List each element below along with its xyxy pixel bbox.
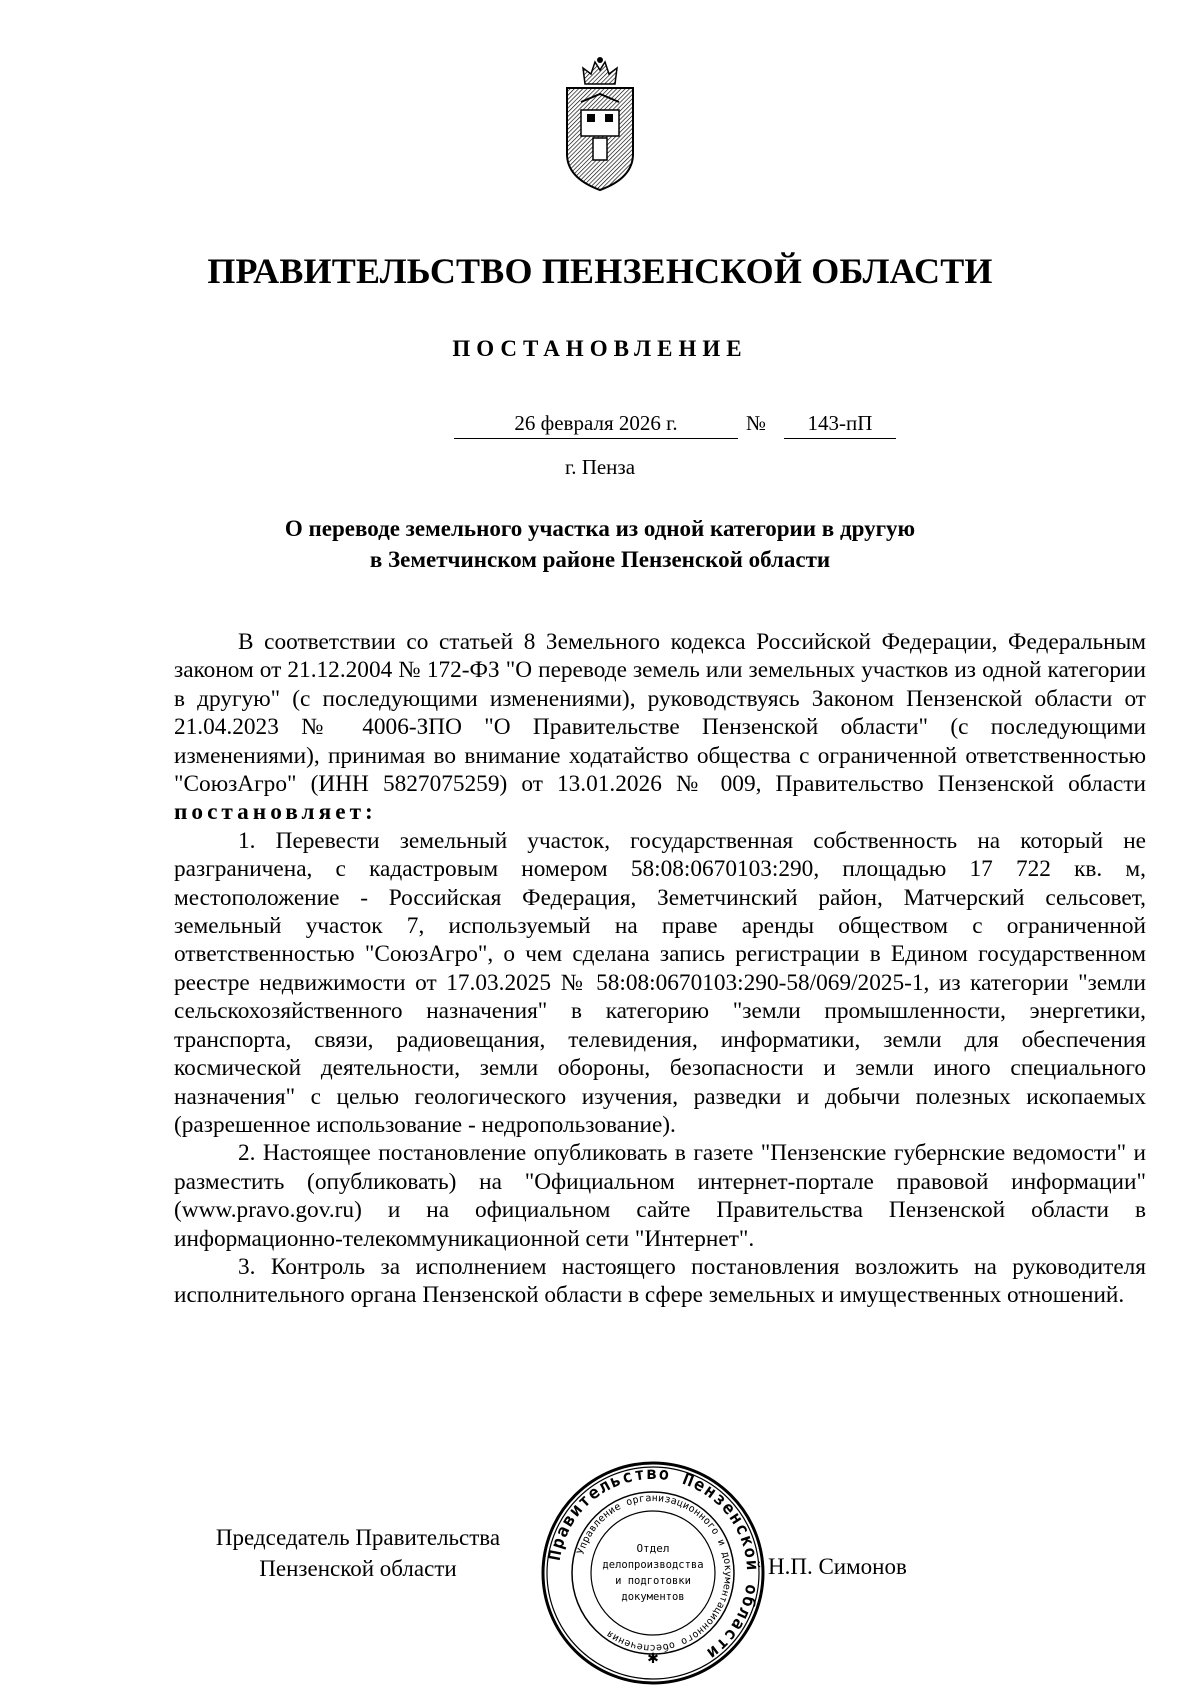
stamp-center-line-2: делопроизводства — [602, 1559, 704, 1571]
stamp-outer-text: Правительство Пензенской области — [544, 1463, 763, 1664]
decree-word: постановляет: — [174, 799, 377, 826]
stamp-center-line-3: и подготовки — [615, 1575, 691, 1587]
official-seal-icon — [538, 1458, 768, 1688]
decree-item-1: 1. Перевести земельный участок, государственная собственность на который не разграничена, с кадастровым номером 58:08:0670103:290, площадью 17 722 кв. м, местоположение - Российская Федерация, Земетчинский район, Матчерский сельсовет, земельный участок 7, используемый на праве аренды обществом с ограниченной ответственностью "СоюзАгро", о чем сделана запись регистрации в Едином государственном реестре недвижимости от 17.03.2025 № 58:08:0670103:290-58/069/2025-1, из категории "земли сельскохозяйственного назначения" в категорию "земли промышленности, энергетики, транспорта, связи, радиовещания, телевидения, информатики, земли для обеспечения космической деятельности, земли обороны, безопасности и земли иного специального назначения" с целью геологического изучения, разведки и добычи полезных ископаемых (разрешенное использование - недропользование). — [174, 827, 1146, 1138]
subject-line-2: в Земетчинском районе Пензенской области — [369, 547, 831, 572]
svg-text:Управление организационного и — [576, 1493, 734, 1653]
preamble-text: В соответствии со статьей 8 Земельного кодекса Российской Федерации, Федеральным законом от 21.12.2004 № 172-ФЗ "О переводе земель или земельных участков из одной категории в другую" (с последующими изменениями), руководствуясь Законом Пензенской области от 21.04.2023 № 4006-ЗПО "О Правительстве Пензенской области" (с последующими изменениями), принимая во внимание ходатайство общества с ограниченной ответственностью "СоюзАгро" (ИНН 5827075259) от 13.01.2026 № 009, Правительство Пензенской области — [174, 629, 1146, 798]
stamp-center-line-1: Отдел — [636, 1542, 670, 1555]
number-sign: № — [746, 411, 767, 435]
preamble-paragraph — [174, 628, 1146, 827]
document-body — [174, 628, 1146, 1310]
document-subject — [230, 513, 970, 575]
document-city: г. Пенза — [564, 455, 636, 479]
coat-of-arms-icon — [545, 54, 655, 194]
signatory-position-line-1: Председатель Правительства — [215, 1525, 501, 1550]
signatory-name: Н.П. Симонов — [768, 1554, 907, 1579]
decree-item-2: 2. Настоящее постановление опубликовать в газете "Пензенские губернские ведомости" и разместить (опубликовать) на "Официальном интернет-портале правовой информации" (www.pravo.gov.ru) и на официальном сайте Правительства Пензенской области в информационно-телекоммуникационной сети "Интернет". — [174, 1140, 1146, 1252]
stamp-middle-text: Управление организационного и документационного обеспечения — [575, 1492, 734, 1654]
stamp-star-icon: ✱ — [647, 1651, 659, 1667]
signatory-position-line-2: Пензенской области — [259, 1556, 457, 1581]
subject-line-1: О переводе земельного участка из одной категории в другую — [284, 516, 916, 541]
signatory-position — [178, 1522, 538, 1584]
decree-item-3: 3. Контроль за исполнением настоящего постановления возложить на руководителя исполнительного органа Пензенской области в сфере земельных и имущественных отношений. — [174, 1253, 1146, 1309]
document-type: ПОСТАНОВЛЕНИЕ — [452, 336, 748, 361]
government-title: ПРАВИТЕЛЬСТВО ПЕНЗЕНСКОЙ ОБЛАСТИ — [207, 251, 993, 291]
document-number: 143-пП — [784, 411, 896, 439]
document-date: 26 февраля 2026 г. — [454, 411, 738, 439]
stamp-center-line-4: документов — [621, 1591, 685, 1603]
